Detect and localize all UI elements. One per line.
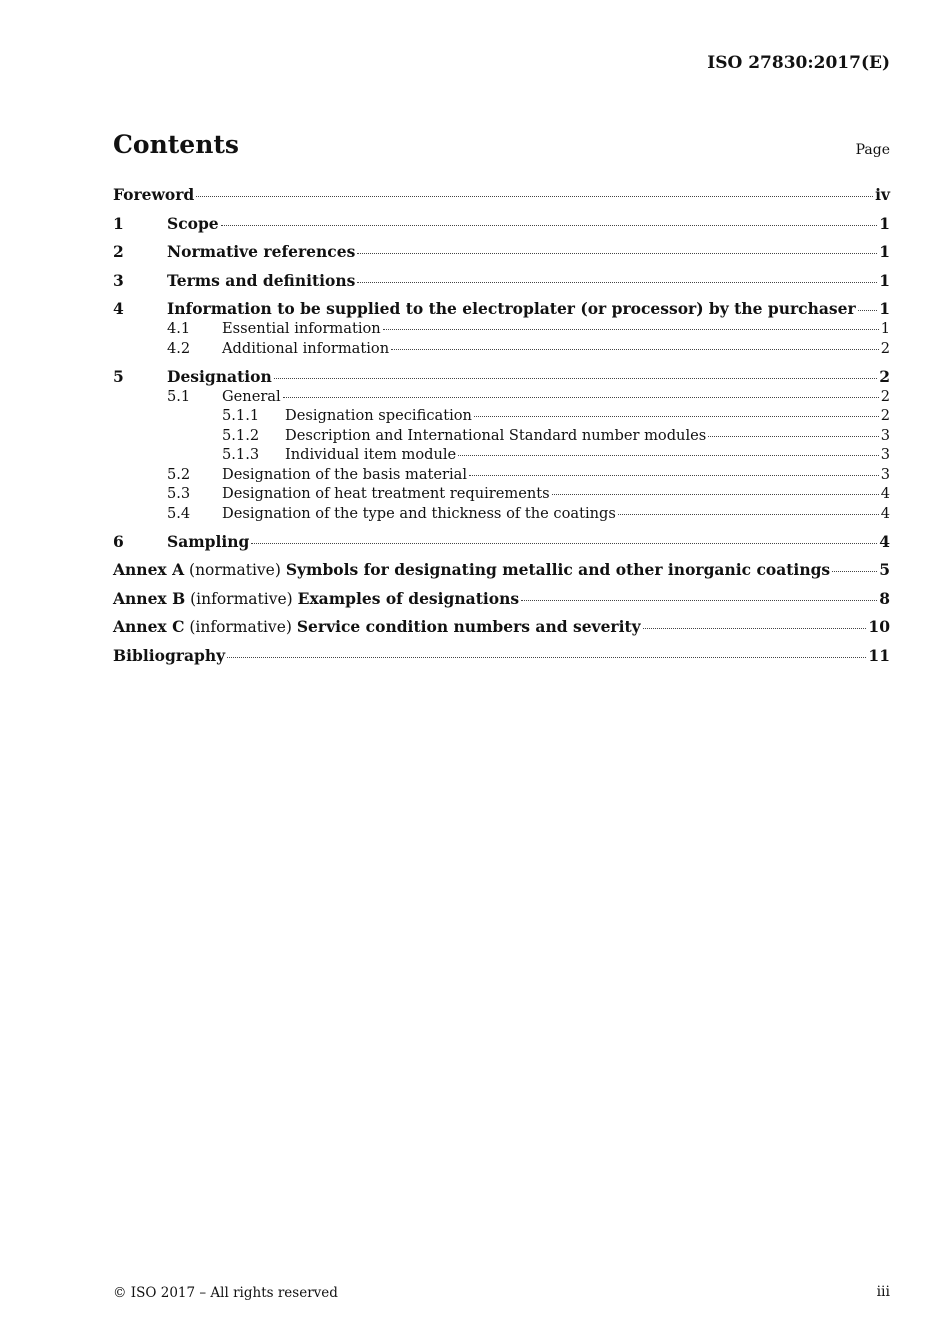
toc-entry-page: 5: [879, 560, 890, 579]
toc-entry-additional-information[interactable]: [113, 339, 890, 359]
page-column-label: Page: [855, 142, 890, 158]
dot-leader: [521, 600, 877, 601]
dot-leader: [469, 475, 879, 476]
toc-entry-number: 5.1.3: [222, 446, 260, 463]
toc-entry-designation-specification[interactable]: [113, 406, 890, 426]
toc-entry-page: 4: [880, 504, 890, 522]
toc-entry-page: iv: [875, 185, 890, 204]
toc-entry-number: 5.1.1: [222, 407, 260, 424]
toc-entry-number: 4.2: [167, 339, 191, 357]
toc-entry-title: Service condition numbers and severity: [296, 617, 641, 636]
toc-entry-number: 5.1: [167, 387, 191, 405]
toc-entry-title: Bibliography: [113, 645, 226, 665]
toc-entry-scope[interactable]: [113, 214, 890, 234]
toc-entry-number: 4: [113, 299, 124, 318]
annex-label: Annex B: [113, 588, 186, 608]
toc-entry-number: 6: [113, 531, 124, 551]
toc-entry-title: Information to be supplied to the electroplater (or processor) by the purchaser: [167, 299, 856, 318]
toc-entry-individual-item-module[interactable]: [113, 445, 890, 465]
toc-entry-number: 5.4: [167, 504, 191, 522]
dot-leader: [227, 657, 866, 658]
annex-label: Annex A: [113, 560, 185, 579]
dot-leader: [708, 436, 878, 437]
dot-leader: [221, 225, 878, 226]
dot-leader: [618, 514, 879, 515]
dot-leader: [643, 628, 867, 629]
toc-entry-page: 2: [880, 339, 890, 357]
annex-label: Annex C: [113, 617, 185, 636]
toc-entry-title: Additional information: [222, 339, 390, 357]
dot-leader: [458, 455, 879, 456]
toc-entry-number: 1: [113, 213, 124, 233]
toc-entry-page: 1: [879, 299, 890, 318]
toc-entry-title: Essential information: [222, 320, 381, 337]
toc-entry-page: 1: [879, 242, 890, 261]
annex-kind: (informative): [190, 589, 293, 608]
dot-leader: [391, 349, 879, 350]
toc-entry-description-modules[interactable]: [113, 426, 890, 446]
dot-leader: [383, 329, 879, 330]
toc-entry-title: Designation of the basis material: [222, 465, 468, 483]
toc-entry-sampling[interactable]: [113, 532, 890, 552]
toc-entry-general[interactable]: [113, 387, 890, 407]
toc-entry-title: Scope: [167, 213, 219, 233]
toc-entry-page: 4: [879, 531, 890, 551]
toc-entry-page: 2: [880, 407, 890, 424]
toc-entry-number: 3: [113, 270, 124, 290]
toc-entry-terms-definitions[interactable]: [113, 271, 890, 291]
toc-entry-annex-a[interactable]: [113, 560, 890, 580]
toc-entry-number: 5.2: [167, 465, 191, 483]
toc-entry-basis-material[interactable]: [113, 465, 890, 485]
toc-entry-page: 1: [880, 320, 890, 337]
toc-entry-number: 2: [113, 242, 124, 261]
toc-entry-page: 2: [880, 387, 890, 405]
toc-entry-title: General: [222, 387, 281, 405]
annex-kind: (normative): [189, 561, 281, 579]
toc-entry-page: 2: [879, 366, 890, 386]
dot-leader: [552, 494, 879, 495]
toc-entry-page: 10: [868, 617, 890, 636]
toc-entry-normative-references[interactable]: [113, 242, 890, 262]
page-title: Contents: [113, 130, 240, 159]
toc-entry-information-supplied[interactable]: [113, 299, 890, 319]
toc-entry-bibliography[interactable]: [113, 646, 890, 666]
dot-leader: [251, 543, 877, 544]
toc-entry-number: 4.1: [167, 320, 191, 337]
toc-entry-page: 4: [880, 485, 890, 502]
toc-entry-title: Sampling: [167, 531, 250, 551]
toc-entry-page: 3: [880, 446, 890, 463]
toc-entry-designation[interactable]: [113, 367, 890, 387]
table-of-contents: [113, 185, 890, 666]
toc-entry-title: Normative references: [167, 242, 356, 261]
dot-leader: [858, 310, 878, 311]
toc-entry-foreword[interactable]: [113, 185, 890, 205]
toc-entry-page: 1: [879, 270, 890, 290]
dot-leader: [832, 571, 877, 572]
toc-entry-title: Examples of designations: [297, 588, 520, 608]
dot-leader: [274, 378, 877, 379]
toc-entry-title: Designation of heat treatment requirements: [222, 485, 550, 502]
toc-entry-title: Description and International Standard number modules: [285, 426, 707, 444]
toc-entry-number: 5: [113, 366, 124, 386]
toc-entry-coating-type-thickness[interactable]: [113, 504, 890, 524]
toc-entry-page: 3: [880, 465, 890, 483]
toc-entry-title: Designation: [167, 366, 272, 386]
toc-entry-page: 1: [879, 213, 890, 233]
toc-entry-number: 5.1.2: [222, 426, 260, 444]
dot-leader: [357, 282, 877, 283]
dot-leader: [196, 196, 873, 197]
toc-entry-title: Foreword: [113, 185, 195, 204]
toc-entry-title: Designation of the type and thickness of the coatings: [222, 504, 616, 522]
dot-leader: [283, 397, 879, 398]
toc-entry-title: Individual item module: [285, 446, 457, 463]
toc-entry-title: Symbols for designating metallic and other inorganic coatings: [285, 560, 831, 579]
copyright-notice: © ISO 2017 – All rights reserved: [113, 1285, 338, 1301]
toc-entry-page: 3: [880, 426, 890, 444]
toc-entry-page: 11: [868, 645, 890, 665]
dot-leader: [474, 416, 879, 417]
toc-entry-annex-b[interactable]: [113, 589, 890, 609]
dot-leader: [357, 253, 877, 254]
document-id: ISO 27830:2017(E): [707, 53, 890, 73]
toc-entry-title: Terms and definitions: [167, 270, 356, 290]
toc-entry-annex-c[interactable]: [113, 617, 890, 637]
toc-entry-heat-treatment[interactable]: [113, 484, 890, 504]
toc-entry-number: 5.3: [167, 485, 191, 502]
toc-entry-page: 8: [879, 588, 890, 608]
toc-entry-essential-information[interactable]: [113, 319, 890, 339]
annex-kind: (informative): [189, 618, 292, 636]
toc-entry-title: Designation specification: [285, 407, 472, 424]
page-number: iii: [876, 1284, 890, 1300]
